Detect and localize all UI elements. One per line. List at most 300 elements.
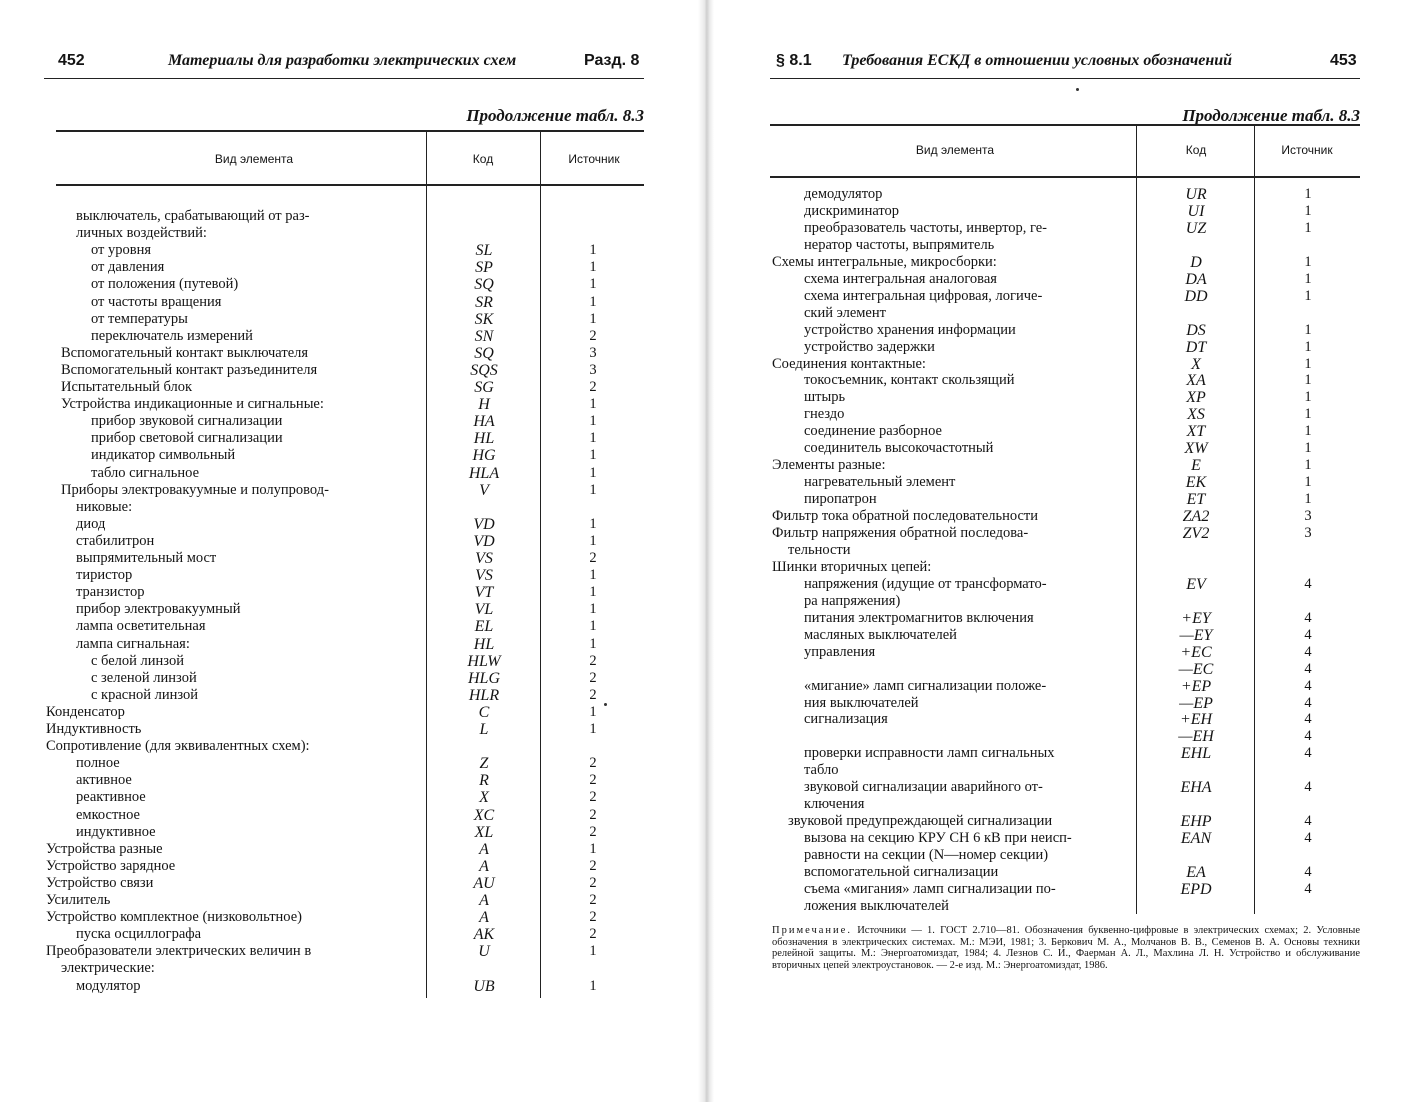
element-name: от положения (путевой) <box>91 276 239 293</box>
right-page <box>770 0 1360 1102</box>
element-code: DS <box>1186 321 1206 339</box>
table-row <box>44 909 644 926</box>
element-source: 1 <box>589 481 597 498</box>
table-row <box>44 259 644 276</box>
element-name: звуковой предупреждающей сигнализации <box>788 813 1053 830</box>
element-name: индуктивное <box>76 823 156 840</box>
element-name: Устройство зарядное <box>46 857 176 874</box>
element-name: Вспомогательный контакт выключателя <box>61 344 309 361</box>
element-name: стабилитрон <box>76 532 155 549</box>
table-row <box>770 339 1360 356</box>
table-row <box>770 576 1360 593</box>
table-row <box>770 203 1360 220</box>
element-code: EHP <box>1180 813 1212 831</box>
element-name: от температуры <box>91 310 188 327</box>
left-header-source: Источник <box>568 152 620 166</box>
element-name: активное <box>76 772 132 789</box>
element-name: Устройство комплектное (низковольтное) <box>46 909 302 926</box>
element-code: VD <box>473 532 495 550</box>
table-row <box>44 601 644 618</box>
element-code: XP <box>1186 389 1206 407</box>
element-code: A <box>479 840 489 858</box>
left-page-number: 452 <box>58 52 85 69</box>
left-running-header <box>44 52 644 74</box>
element-source: 4 <box>1304 694 1312 711</box>
element-name: табло <box>804 762 839 779</box>
element-name: полное <box>76 755 120 772</box>
element-name: масляных выключателей <box>804 626 957 643</box>
table-row <box>770 745 1360 762</box>
table-row <box>44 413 644 430</box>
element-name: проверки исправности ламп сигнальных <box>804 745 1055 762</box>
element-source: 2 <box>589 926 597 943</box>
element-code: DA <box>1185 270 1207 288</box>
element-name: Сопротивление (для эквивалентных схем): <box>46 738 310 755</box>
element-name: питания электромагнитов включения <box>804 609 1034 626</box>
element-name: Конденсатор <box>46 703 125 720</box>
element-source: 4 <box>1304 728 1312 745</box>
element-source: 1 <box>1304 287 1312 304</box>
element-source: 2 <box>589 789 597 806</box>
element-name: звуковой сигнализации аварийного от- <box>804 779 1043 796</box>
table-row <box>44 670 644 687</box>
element-name: Устройства индикационные и сигнальные: <box>61 396 324 413</box>
element-code: H <box>478 396 490 414</box>
element-code: EAN <box>1180 830 1212 848</box>
table-row <box>770 508 1360 525</box>
table-row <box>44 772 644 789</box>
element-code: +EC <box>1180 643 1212 661</box>
table-row <box>770 898 1360 915</box>
table-row <box>770 644 1360 661</box>
table-row <box>770 559 1360 576</box>
element-code: A <box>479 857 489 875</box>
element-name: нагревательный элемент <box>804 474 956 491</box>
right-table-top-rule <box>770 124 1360 126</box>
element-source: 3 <box>1304 525 1312 541</box>
element-source: 1 <box>589 515 597 532</box>
element-code: EV <box>1186 575 1206 593</box>
element-code: HA <box>473 413 495 431</box>
element-source: 1 <box>1304 338 1312 355</box>
table-row <box>770 474 1360 491</box>
element-name: выключатель, срабатывающий от раз- <box>76 208 310 224</box>
element-source: 2 <box>589 669 597 686</box>
element-name: емкостное <box>76 806 140 823</box>
element-source: 2 <box>589 379 597 395</box>
table-row <box>770 881 1360 898</box>
table-row <box>44 465 644 482</box>
element-name: диод <box>76 515 106 532</box>
table-row <box>770 237 1360 254</box>
element-name: переключатель измерений <box>91 327 253 344</box>
element-source: 4 <box>1304 643 1312 660</box>
element-source: 2 <box>589 755 597 772</box>
element-code: HLR <box>468 686 500 704</box>
element-code: DD <box>1184 287 1208 305</box>
table-row <box>44 618 644 635</box>
element-name: пуска осциллографа <box>76 926 202 943</box>
right-running-header <box>770 52 1360 74</box>
element-source: 1 <box>1304 186 1312 202</box>
element-source: 3 <box>589 344 597 361</box>
element-code: XC <box>473 806 495 824</box>
element-source: 1 <box>1304 219 1312 236</box>
table-row <box>44 276 644 293</box>
element-name: реактивное <box>76 789 146 806</box>
right-continuation-label: Продолжение табл. 8.3 <box>1182 106 1360 125</box>
element-name: схема интегральная аналоговая <box>804 270 997 287</box>
element-code: SN <box>474 327 494 345</box>
element-code: +EH <box>1179 711 1213 729</box>
element-source: 1 <box>1304 270 1312 287</box>
element-source: 1 <box>589 618 597 635</box>
table-row <box>770 440 1360 457</box>
element-source: 4 <box>1304 660 1312 677</box>
element-code: VS <box>475 550 493 567</box>
element-name: Приборы электровакуумные и полупровод- <box>61 481 329 498</box>
element-name: нератор частоты, выпрямитель <box>804 236 995 253</box>
element-name: выпрямительный мост <box>76 550 217 566</box>
element-name: Элементы разные: <box>772 457 886 474</box>
right-running-title: Требования ЕСКД в отношении условных обозначений <box>842 52 1233 69</box>
table-row <box>770 695 1360 712</box>
table-row <box>770 372 1360 389</box>
element-code: HLW <box>467 652 501 670</box>
element-source: 1 <box>589 943 597 960</box>
element-source: 1 <box>589 567 597 584</box>
table-row <box>44 311 644 328</box>
element-name: с белой линзой <box>91 652 184 669</box>
element-name: с красной линзой <box>91 686 199 703</box>
table-row <box>770 711 1360 728</box>
element-code: R <box>479 772 489 790</box>
element-source: 1 <box>589 310 597 327</box>
table-row <box>44 636 644 653</box>
table-row <box>44 978 644 995</box>
right-header-code: Код <box>1185 143 1207 157</box>
element-source: 2 <box>589 874 597 891</box>
left-header-code: Код <box>472 152 494 166</box>
element-name: преобразователь частоты, инвертор, ге- <box>804 219 1048 236</box>
table-row <box>44 807 644 824</box>
table-row <box>44 943 644 960</box>
table-row <box>770 457 1360 474</box>
element-name: транзистор <box>76 584 145 601</box>
element-name: модулятор <box>76 977 141 994</box>
element-name: дискриминатор <box>804 202 900 219</box>
element-source: 1 <box>589 447 597 464</box>
element-source: 1 <box>589 396 597 413</box>
element-code: SQ <box>474 276 494 294</box>
right-page-number: 453 <box>1330 52 1357 69</box>
element-code: VL <box>474 601 494 619</box>
table-row <box>44 738 644 755</box>
table-row <box>44 755 644 772</box>
scan-speck <box>604 703 607 706</box>
element-name: устройство задержки <box>804 338 935 355</box>
element-name: лампа осветительная <box>76 618 206 635</box>
table-row <box>770 661 1360 678</box>
left-section-label: Разд. 8 <box>584 52 640 69</box>
element-name: Усилитель <box>46 892 111 908</box>
element-source: 2 <box>589 686 597 703</box>
scan-speck <box>1076 88 1079 91</box>
element-name: Фильтр напряжения обратной последова- <box>772 525 1029 541</box>
table-row <box>44 550 644 567</box>
element-source: 1 <box>589 977 597 994</box>
element-name: никовые: <box>76 498 133 515</box>
table-row <box>44 362 644 379</box>
element-source: 1 <box>1304 406 1312 423</box>
element-source: 1 <box>589 293 597 310</box>
element-code: SL <box>475 242 493 260</box>
footnote-lead: Примечание. <box>772 925 852 936</box>
element-code: XW <box>1184 440 1208 458</box>
element-source: 1 <box>1304 372 1312 389</box>
element-name: тельности <box>788 541 851 558</box>
element-name: сигнализация <box>804 711 888 728</box>
element-source: 4 <box>1304 575 1312 592</box>
element-name: электрические: <box>61 960 155 977</box>
element-source: 1 <box>1304 457 1312 474</box>
element-code: UZ <box>1185 219 1207 237</box>
right-header-source: Источник <box>1281 143 1333 157</box>
element-code: +EP <box>1180 677 1212 695</box>
element-code: C <box>478 703 490 721</box>
element-code: —EY <box>1179 626 1213 644</box>
element-code: V <box>479 481 489 499</box>
element-source: 1 <box>589 532 597 549</box>
element-name: от давления <box>91 259 165 276</box>
table-row <box>44 208 644 225</box>
element-source: 4 <box>1304 813 1312 830</box>
table-row <box>44 960 644 977</box>
table-row <box>770 678 1360 695</box>
element-name: Фильтр тока обратной последовательности <box>772 508 1039 525</box>
element-name: штырь <box>804 389 846 406</box>
table-row <box>770 271 1360 288</box>
element-name: Схемы интегральные, микросборки: <box>772 253 997 270</box>
element-code: SP <box>475 259 493 277</box>
element-source: 2 <box>589 909 597 926</box>
table-row <box>44 225 644 242</box>
element-name: съема «мигания» ламп сигнализации по- <box>804 880 1056 897</box>
element-source: 1 <box>1304 440 1312 457</box>
element-source: 4 <box>1304 745 1312 762</box>
right-table-header-rule <box>770 176 1360 178</box>
table-row <box>770 813 1360 830</box>
table-row <box>770 389 1360 406</box>
table-row <box>44 294 644 311</box>
table-row <box>770 423 1360 440</box>
element-code: ZV2 <box>1182 525 1210 542</box>
element-source: 4 <box>1304 677 1312 694</box>
element-source: 1 <box>1304 389 1312 406</box>
element-name: Испытательный блок <box>61 379 193 395</box>
table-row <box>44 242 644 259</box>
element-source: 2 <box>589 857 597 874</box>
element-code: UI <box>1187 202 1205 220</box>
element-source: 2 <box>589 652 597 669</box>
element-code: ET <box>1186 491 1206 509</box>
element-name: ский элемент <box>804 304 886 321</box>
table-row <box>44 345 644 362</box>
right-section-number: § 8.1 <box>776 52 812 69</box>
table-row <box>770 406 1360 423</box>
table-row <box>770 542 1360 559</box>
element-code: XA <box>1186 372 1206 390</box>
element-name: Преобразователи электрических величин в <box>46 943 312 960</box>
element-name: Устройство связи <box>46 874 154 891</box>
element-name: токосъемник, контакт скользящий <box>804 372 1015 389</box>
element-code: E <box>1191 457 1201 475</box>
element-code: EHL <box>1180 745 1212 763</box>
table-row <box>44 824 644 841</box>
element-source: 2 <box>589 772 597 789</box>
table-row <box>44 447 644 464</box>
book-gutter <box>698 0 714 1102</box>
left-running-title: Материалы для разработки электрических схем <box>168 52 517 69</box>
footnote-text: Источники — 1. ГОСТ 2.710—81. Обозначения буквенно-цифровые в электрических схемах; 2. Условные обозначения в электрических системах. М.: МЭИ, 1981; 3. Беркович М. А., Молчанов В. В., Семенов В. А. Основы техники релейной защиты. М.: Энергоатомиздат, 1984; 4. Лезнов С. И., Фаерман А. Л., Махлина Л. Н. Устройство и обслуживание вторичных цепей электроустановок. — 2-е изд. М.: Энергоатомиздат, 1986. <box>772 925 1360 971</box>
table-row <box>770 305 1360 322</box>
table-row <box>44 721 644 738</box>
element-source: 1 <box>1304 355 1312 372</box>
element-code: SG <box>474 379 494 396</box>
element-name: Устройства разные <box>46 840 163 857</box>
element-code: HL <box>473 430 495 448</box>
element-source: 2 <box>589 550 597 566</box>
table-row <box>770 322 1360 339</box>
element-name: прибор звуковой сигнализации <box>91 413 283 430</box>
element-name: устройство хранения информации <box>804 321 1016 338</box>
element-source: 4 <box>1304 864 1312 880</box>
element-source: 4 <box>1304 779 1312 796</box>
element-name: ключения <box>804 796 865 813</box>
element-source: 1 <box>589 413 597 430</box>
right-header-element: Вид элемента <box>915 143 995 157</box>
left-continuation-label: Продолжение табл. 8.3 <box>466 106 644 125</box>
left-header-element: Вид элемента <box>214 152 294 166</box>
table-row <box>44 482 644 499</box>
element-code: A <box>479 909 489 927</box>
element-name: лампа сигнальная: <box>76 635 190 652</box>
element-source: 1 <box>589 464 597 481</box>
element-code: —EC <box>1178 660 1214 678</box>
table-row <box>770 220 1360 237</box>
element-name: индикатор символьный <box>91 447 236 464</box>
element-name: вспомогательной сигнализации <box>804 864 999 880</box>
table-row <box>44 533 644 550</box>
element-name: равности на секции (N—номер секции) <box>804 847 1049 864</box>
element-name: с зеленой линзой <box>91 669 197 686</box>
element-code: D <box>1190 253 1202 271</box>
element-code: VS <box>475 567 493 585</box>
table-row <box>44 584 644 601</box>
element-name: соединение разборное <box>804 423 942 440</box>
element-source: 1 <box>1304 253 1312 270</box>
element-source: 1 <box>589 242 597 259</box>
left-page <box>44 0 644 1102</box>
element-source: 1 <box>589 259 597 276</box>
table-row <box>770 847 1360 864</box>
element-name: «мигание» ламп сигнализации положе- <box>804 677 1047 694</box>
element-name: Шинки вторичных цепей: <box>772 558 932 575</box>
element-name: ложения выключателей <box>804 897 949 914</box>
element-source: 1 <box>1304 491 1312 508</box>
element-code: UB <box>473 977 495 995</box>
table-row <box>44 328 644 345</box>
element-code: AK <box>473 926 495 944</box>
element-code: AU <box>473 874 495 892</box>
element-name: табло сигнальное <box>91 464 200 481</box>
element-name: прибор световой сигнализации <box>91 430 283 447</box>
element-source: 1 <box>1304 474 1312 491</box>
table-row <box>44 926 644 943</box>
left-header-rule <box>44 78 644 79</box>
element-name: вызова на секцию КРУ СН 6 кВ при неисп- <box>804 830 1072 847</box>
element-name: управления <box>804 643 876 660</box>
element-code: XS <box>1187 406 1205 424</box>
element-code: EPD <box>1180 880 1212 898</box>
element-name: соединитель высокочастотный <box>804 440 994 457</box>
element-code: X <box>479 789 489 807</box>
table-row <box>44 516 644 533</box>
table-row <box>770 830 1360 847</box>
table-row <box>44 499 644 516</box>
element-source: 1 <box>589 584 597 601</box>
element-code: —EH <box>1178 728 1214 746</box>
element-source: 1 <box>1304 423 1312 440</box>
left-table-header-rule <box>56 184 644 186</box>
table-row <box>44 875 644 892</box>
element-source: 1 <box>589 840 597 857</box>
element-code: EHA <box>1180 779 1212 797</box>
element-code: SQS <box>470 361 498 379</box>
element-name: прибор электровакуумный <box>76 601 241 618</box>
element-code: EL <box>474 618 494 636</box>
element-source: 3 <box>589 361 597 378</box>
element-name: тиристор <box>76 567 133 584</box>
table-row <box>44 653 644 670</box>
table-row <box>770 864 1360 881</box>
table-row <box>44 789 644 806</box>
element-name: пиропатрон <box>804 491 877 508</box>
table-row <box>44 379 644 396</box>
table-row <box>44 841 644 858</box>
element-code: U <box>478 943 490 961</box>
table-row <box>770 356 1360 373</box>
table-row <box>44 567 644 584</box>
element-source: 4 <box>1304 626 1312 643</box>
element-source: 3 <box>1304 508 1312 525</box>
element-source: 2 <box>589 892 597 908</box>
table-row <box>770 254 1360 271</box>
table-row <box>44 430 644 447</box>
element-code: SR <box>475 293 493 311</box>
element-name: от уровня <box>91 242 152 259</box>
element-source: 1 <box>589 635 597 652</box>
table-row <box>770 796 1360 813</box>
element-code: Z <box>479 755 489 773</box>
element-name: Вспомогательный контакт разъединителя <box>61 361 318 378</box>
element-name: гнездо <box>804 406 845 423</box>
element-source: 2 <box>589 806 597 823</box>
element-source: 4 <box>1304 880 1312 897</box>
table-row <box>44 396 644 413</box>
element-name: Соединения контактные: <box>772 355 926 372</box>
element-code: X <box>1191 355 1201 373</box>
